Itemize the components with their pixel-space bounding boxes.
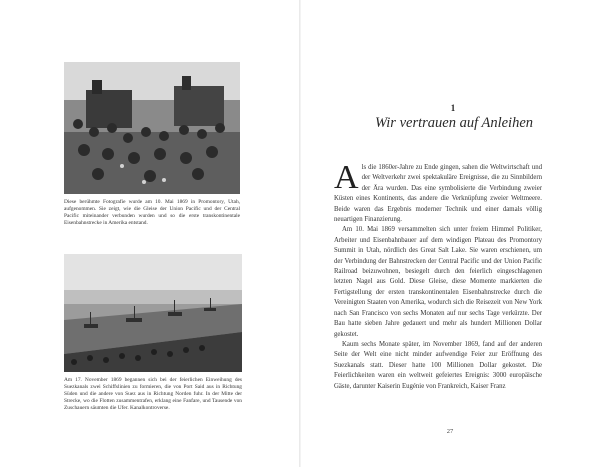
paragraph-1-text: ls die 1860er-Jahre zu Ende gingen, sahen die Weltwirtschaft und der Weltverkehr zwei spektakuläre Ereignisse, die zu Sinnbildern der Ära wurden. Das eine symbolisierte die Verbindung zweier Küsten eines Kontinents, das andere die Verknüpfung zweier Weltmeere. Beide waren das Ergebnis moderner Technik und einer damals völlig neuartigen Finanzierung. <box>334 164 542 224</box>
book-gutter <box>299 0 301 467</box>
drop-cap: A <box>334 159 359 196</box>
suez-canal-photo <box>64 254 242 372</box>
railroad-photo <box>64 62 240 194</box>
photo-caption-railroad: Diese berühmte Fotografie wurde am 10. Mai 1869 in Promontory, Utah, aufgenommen. Sie zeigt, wie die Gleise der Union Pacific und der Central Pacific miteinander verbunden wurden und so die erste transkontinentale Eisenbahnstrecke in Amerika entstand. <box>64 199 240 227</box>
page-number: 27 <box>446 428 454 435</box>
chapter-number: 1 <box>450 103 456 113</box>
paragraph-1 <box>334 159 542 225</box>
paragraph-2: Am 10. Mai 1869 versammelten sich unter freiem Himmel Politiker, Arbeiter und Eisenbahnbauer auf dem windigen Plateau des Promontory Summit in Utah, nördlich des Great Salt Lake. Sie waren erschienen, um der Verbindung der Bahnstrecken der Central Pacific und der Union Pacific Railroad beizuwohnen, besiegelt durch den feierlich eingeschlagenen letzten Nagel aus Gold. Diese Gleise, diese Momente markierten die Fertigstellung der ersten transkontinentalen Eisenbahnstrecke durch die Vereinigten Staaten von Amerika, wodurch sich die Reisezeit von New York nach San Francisco von sechs Monaten auf nur sechs Tage verkürzte. Der Bau hatte sieben Jahre gedauert und mehr als hundert Millionen Dollar gekostet. <box>334 226 542 338</box>
paragraph-3: Kaum sechs Monate später, im November 1869, fand auf der anderen Seite der Welt eine nicht minder aufwendige Feier zur Eröffnung des Suezkanals statt. Dieser hatte 100 Millionen Dollar gekostet. Die Feierlichkeiten waren ein weltweit gefeiertes Ereignis: 3000 europäische Gäste, darunter Kaiserin Eugénie von Frankreich, Kaiser Franz <box>334 340 542 390</box>
photo-caption-suez: Am 17. November 1869 begannen sich bei der feierlichen Einweihung des Suezkanals zwei Schiffslinien zu formieren, die von Port Said aus in Richtung Süden und die andere von Suez aus in Richtung Norden fuhr. In der Mitte der Strecke, wo die Flotten zusammentrafen, erklang eine Fanfare, und Tausende von Zuschauern säumten die Ufer. Kanalkontroverse. <box>64 377 242 412</box>
chapter-body <box>334 159 542 392</box>
chapter-title: Wir vertrauen auf Anleihen <box>375 115 533 131</box>
